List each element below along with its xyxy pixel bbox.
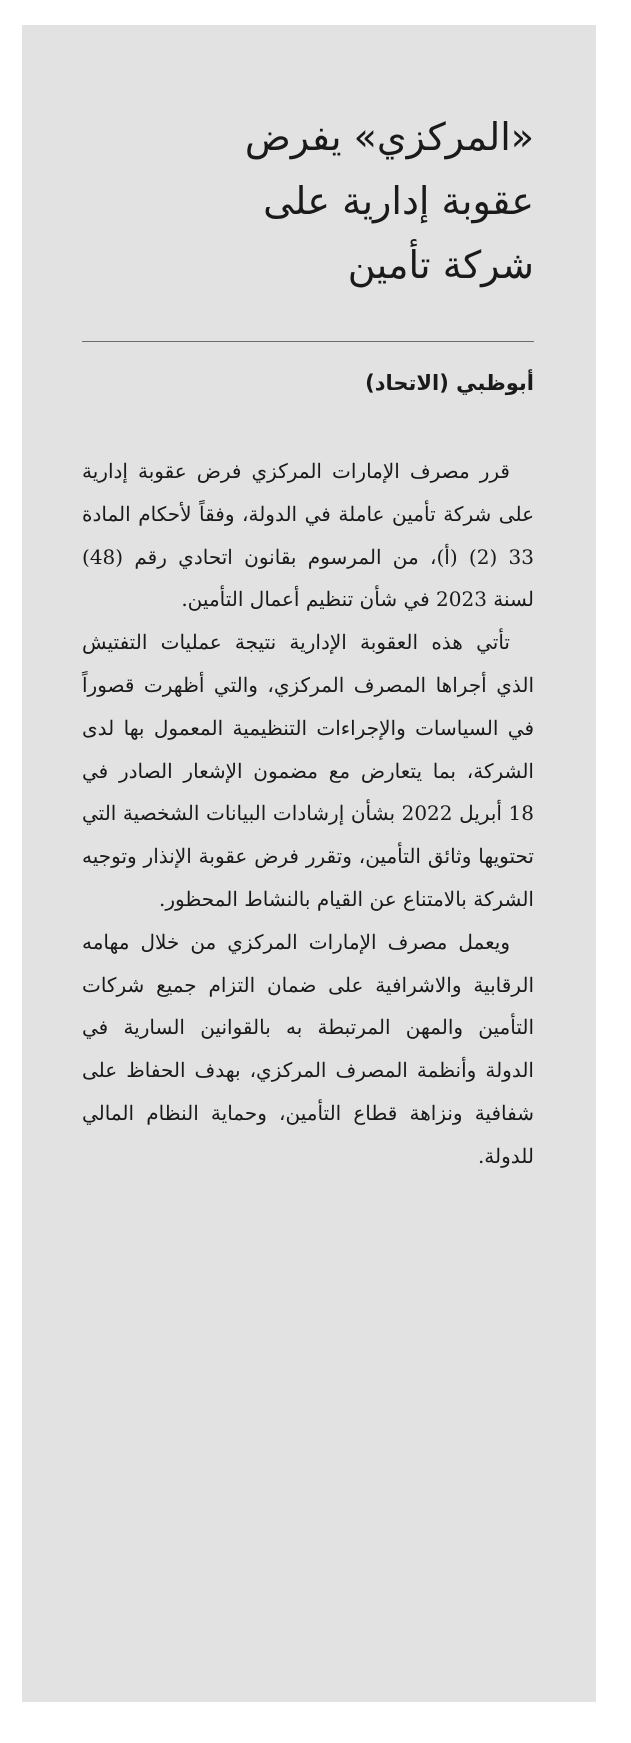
headline	[82, 105, 534, 297]
article-content	[82, 105, 534, 1178]
body-paragraph: تأتي هذه العقوبة الإدارية نتيجة عمليات التفتيش الذي أجراها المصرف المركزي، والتي أظهرت قصوراً في السياسات والإجراءات التنظيمية المعمول بها لدى الشركة، بما يتعارض مع مضمون الإشعار الصادر في 18 أبريل 2022 بشأن إرشادات البيانات الشخصية التي تحتويها وثائق التأمين، وتقرر فرض عقوبة الإنذار وتوجيه الشركة بالامتناع عن القيام بالنشاط المحظور.	[82, 630, 534, 911]
headline-line: شركة تأمين	[347, 243, 534, 287]
headline-line: عقوبة إدارية على	[263, 179, 534, 223]
headline-line: «المركزي» يفرض	[244, 115, 534, 159]
article-body	[82, 450, 534, 1178]
body-paragraph: قرر مصرف الإمارات المركزي فرض عقوبة إدارية على شركة تأمين عاملة في الدولة، وفقاً لأحكام المادة 33 (2) (أ)، من المرسوم بقانون اتحادي رقم (48) لسنة 2023 في شأن تنظيم أعمال التأمين.	[82, 459, 534, 612]
headline-divider	[82, 341, 534, 342]
dateline: أبوظبي (الاتحاد)	[365, 371, 534, 395]
article-panel	[22, 25, 596, 1702]
body-paragraph: ويعمل مصرف الإمارات المركزي من خلال مهامه الرقابية والاشرافية على ضمان التزام جميع شركات التأمين والمهن المرتبطة به بالقوانين السارية في الدولة وأنظمة المصرف المركزي، بهدف الحفاظ على شفافية ونزاهة قطاع التأمين، وحماية النظام المالي للدولة.	[82, 929, 534, 1168]
